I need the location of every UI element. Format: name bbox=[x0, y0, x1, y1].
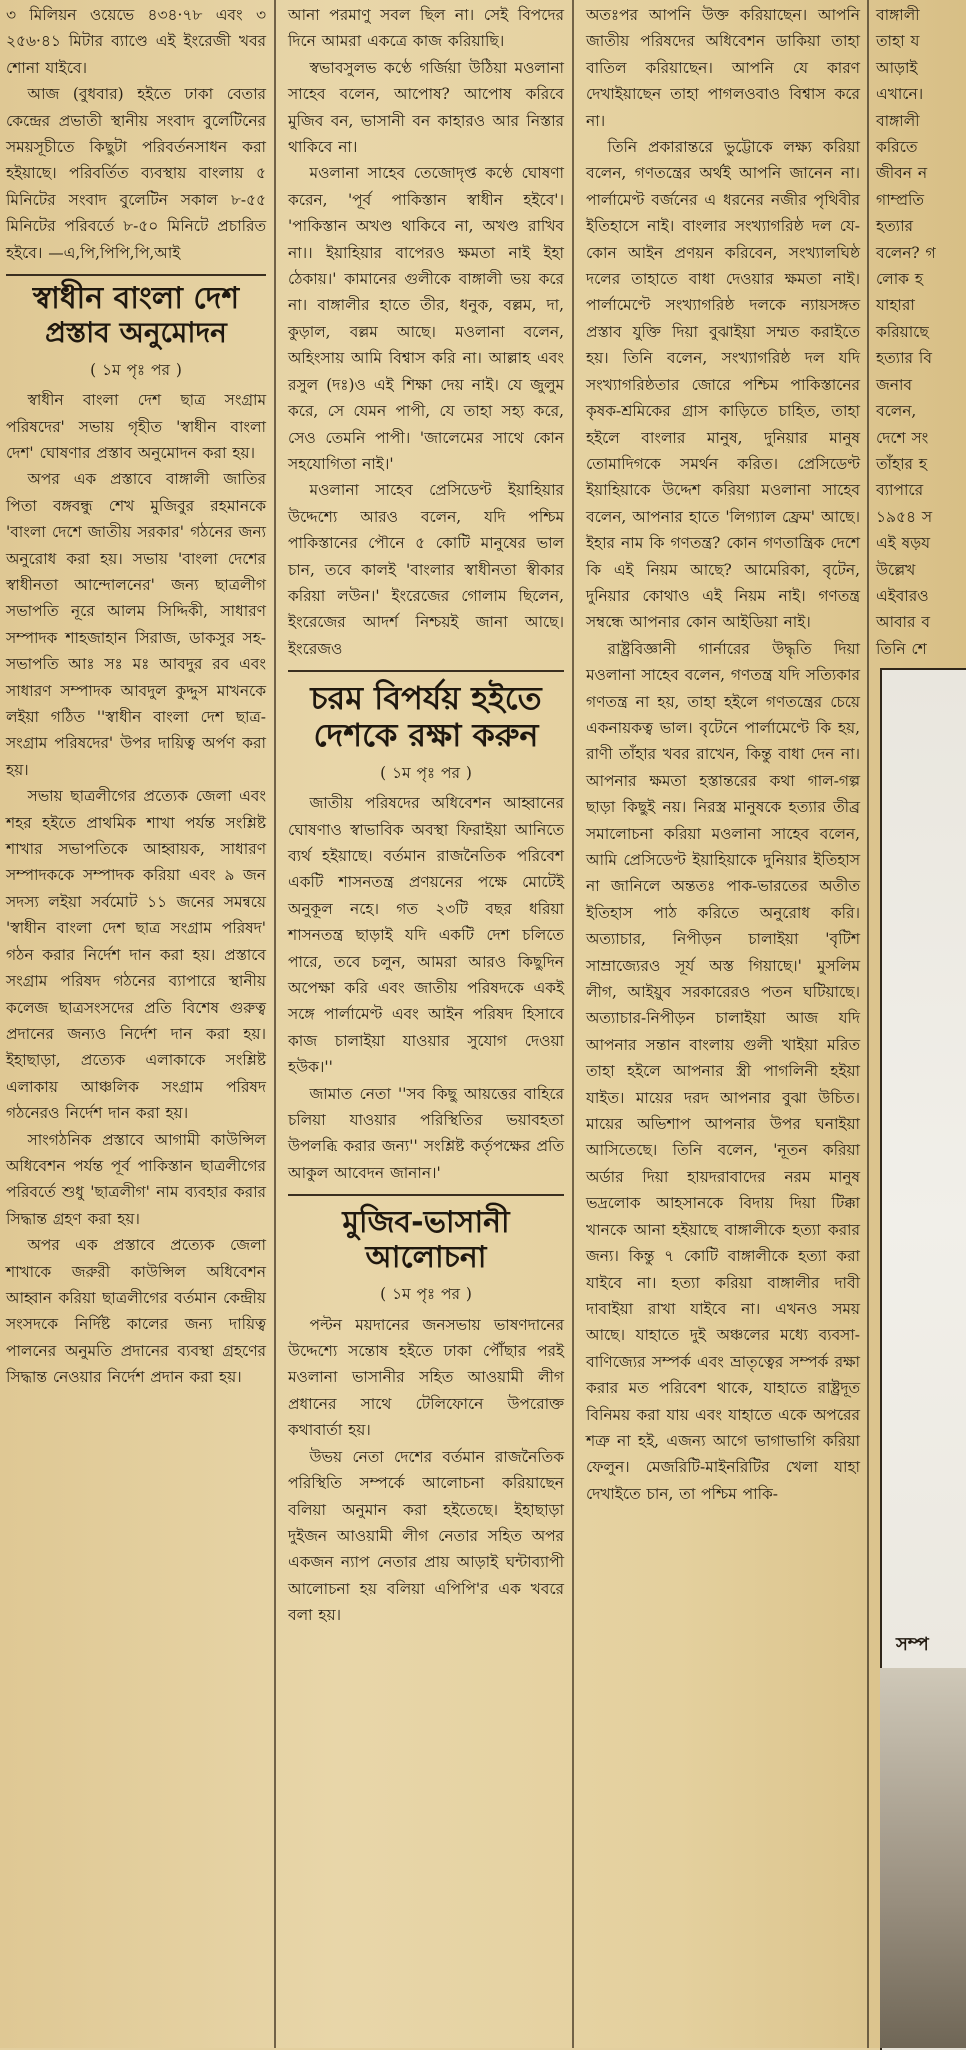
cropped-line-stack bbox=[876, 2, 966, 662]
cropped-line: তাঁহার হ bbox=[876, 454, 928, 473]
cropped-line: হত্যার bbox=[876, 217, 914, 236]
cropped-line: বাঙ্গালী bbox=[876, 111, 920, 130]
cropped-line: এই ষড়য bbox=[876, 534, 930, 553]
cropped-line: বলেন? গ bbox=[876, 243, 936, 262]
column-2 bbox=[280, 0, 570, 2048]
cropped-line: বাঙ্গালী bbox=[876, 6, 920, 24]
cropped-line: ১৯৫৪ স bbox=[876, 507, 933, 526]
cropped-line: করিয়াছে bbox=[876, 322, 929, 341]
article-paragraph: মওলানা সাহেব তেজোদৃপ্ত কণ্ঠে ঘোষণা করেন, 'পূর্ব পাকিস্তান স্বাধীন হইবে'। 'পাকিস্তান অখণ্ড থাকিবে না, অখণ্ড রাখিব না।। ইয়াহিয়ার বাপেরও ক্ষমতা নাই ইহা ঠেকায়।' কামানের গুলীকে বাঙ্গালী ভয় করে না। বাঙ্গালীর হাতে তীর, ধনুক, বল্লম, দা, কুড়াল, বল্লম আছে। মওলানা বলেন, অহিংসায় আমি বিশ্বাস করি না। আল্লাহ এবং রসুল (দঃ)ও এই শিক্ষা দেয় নাই। যে জুলুম করে, সে যেমন পাপী, যে তাহা সহ্য করে, সেও তেমনি পাপী। 'জালেমের সাথে কোন সহযোগিতা নাই।' bbox=[288, 164, 564, 473]
article-paragraph: জাতীয় পরিষদের অধিবেশন আহ্বানের ঘোষণাও স্বাভাবিক অবস্থা ফিরাইয়া আনিতে ব্যর্থ হইয়াছে। বর্তমান রাজনৈতিক পরিবেশ একটি শাসনতন্ত্র প্রণয়নের পক্ষে মোটেই অনুকূল নহে। গত ২৩টি বছর ধরিয়া শাসনতন্ত্র ছাড়াই যদি একটি দেশ চলিতে পারে, তবে চলুন, আমরা আরও কিছুদিন অপেক্ষা করি এবং জাতীয় পরিষদকে একই সঙ্গে পার্লামেণ্ট এবং আইন পরিষদ হিসাবে কাজ চালাইয়া যাওয়ার সুযোগ দেওয়া হউক।'' bbox=[288, 794, 564, 1077]
continuation-note: ( ১ম পৃঃ পর ) bbox=[380, 1285, 472, 1304]
article-paragraph: সভায় ছাত্রলীগের প্রত্যেক জেলা এবং শহর হইতে প্রাথমিক শাখা পর্যন্ত সংশ্লিষ্ট শাখার সভাপতিকে আহ্বায়ক, সাধারণ সম্পাদককে সম্পাদক করিয়া এবং ৯ জন সদস্য লইয়া সর্বমোট ১১ জনের সমন্বয়ে 'স্বাধীন বাংলা দেশ ছাত্র সংগ্রাম পরিষদ' গঠন করার নির্দেশ দান করা হয়। প্রস্তাবে সংগ্রাম পরিষদ গঠনের ব্যাপারে স্থানীয় কলেজ ছাত্রসংসদের প্রতি বিশেষ গুরুত্ব প্রদানের জন্যও নির্দেশ দান করা হয়। ইহাছাড়া, প্রত্যেক এলাকাকে সংশ্লিষ্ট এলাকায় আঞ্চলিক সংগ্রাম পরিষদ গঠনেরও নির্দেশ দান করা হয়। bbox=[6, 787, 266, 1123]
headline-proposal-approval: প্রস্তাব অনুমোদন bbox=[45, 315, 227, 349]
article-paragraph: অপর এক প্রস্তাবে প্রত্যেক জেলা শাখাকে জরুরী কাউন্সিল অধিবেশন আহ্বান করিয়া ছাত্রলীগের বর্তমান কেন্দ্রীয় সংসদকে নির্দিষ্ট কালের জন্য দায়িত্ব পালনের অনুমতি প্রদানের ব্যবস্থা গ্রহণের সিদ্ধান্ত নেওয়ার নির্দেশ প্রদান করা হয়। bbox=[6, 1236, 266, 1387]
article-paragraph: আনা পরমাণু সবল ছিল না। সেই বিপদের দিনে আমরা একত্রে কাজ করিয়াছি। bbox=[288, 6, 564, 51]
continuation-note: ( ১ম পৃঃ পর ) bbox=[90, 360, 182, 379]
cropped-line: করিতে bbox=[876, 138, 918, 157]
cropped-line: তিনি শে bbox=[876, 639, 927, 658]
cropped-line: জীবন ন bbox=[876, 164, 928, 183]
cropped-line: জনাব bbox=[876, 375, 912, 394]
article-paragraph: রাষ্ট্রবিজ্ঞানী গার্নারের উদ্ধৃতি দিয়া মওলানা সাহেব বলেন, গণতন্ত্র যদি সত্যিকার গণতন্ত্র না হয়, তাহা হইলে গণতন্ত্রের চেয়ে একনায়কত্ব ভাল। বৃটেনে পার্লামেণ্টে কি হয়, রাণী তাঁহার খবর রাখেন, কিন্তু বাধা দেন না। আপনার ক্ষমতা হস্তান্তরের কথা গাল-গল্প ছাড়া কিছুই নয়। নিরস্ত্র মানুষকে হত্যার তীব্র সমালোচনা করিয়া মওলানা সাহেব বলেন, আমি প্রেসিডেণ্ট ইয়াহিয়াকে দুনিয়ার ইতিহাস না জানিলে অন্ততঃ পাক-ভারতের অতীত ইতিহাস পাঠ করিতে অনুরোধ করি। অত্যাচার, নিপীড়ন চালাইয়া 'বৃটিশ সাম্রাজ্যেরও সূর্য অস্ত গিয়াছে।' মুসলিম লীগ, আইয়ুব সরকারেরও পতন ঘটিয়াছে। অত্যাচার-নিপীড়ন চালাইয়া আজ যদি আপনার সন্তান বাংলায় গুলী খাইয়া মরিত তাহা হইলে আপনার স্ত্রী পাগলিনী হইয়া যাইত। মায়ের দরদ আপনার বুঝা উচিত। মায়ের অভিশাপ আপনার উপর ঘনাইয়া আসিতেছে। তিনি বলেন, 'নূতন করিয়া অর্ডার দিয়া হায়দরাবাদের নরম মানুষ ভদ্রলোক আহসানকে বিদায় দিয়া টিক্কা খানকে আনা হইয়াছে বাঙ্গালীকে হত্যা করার জন্য। কিন্তু ৭ কোটি বাঙ্গালীকে হত্যা করা যাইবে না। হত্যা করিয়া বাঙ্গালীর দাবী দাবাইয়া রাখা যাইবে না। এখনও সময় আছে। যাহাতে দুই অঞ্চলের মধ্যে ব্যবসা-বাণিজ্যের সম্পর্ক এবং ভ্রাতৃত্বের সম্পর্ক রক্ষা করার মত পরিবেশ থাকে, যাহাতে রাষ্ট্রদূত বিনিময় করা যায় এবং যাহাতে একে অপরের শত্রু না হই, এজন্য আগে ভাগাভাগি করিয়া ফেলুন। মেজরিটি-মাইনরিটির খেলা যাহা দেখাইতে চান, তা পশ্চিম পাকি- bbox=[586, 639, 860, 1503]
headline-avert-disaster: চরম বিপর্যয় হইতে bbox=[310, 679, 542, 718]
article-paragraph: ৩ মিলিয়ন ওয়েভে ৪৩৪·৭৮ এবং ৩ ২৫৬·৪১ মিটার ব্যাণ্ডে এই ইংরেজী খবর শোনা যাইবে। bbox=[6, 6, 266, 77]
article-paragraph: স্বাধীন বাংলা দেশ ছাত্র সংগ্রাম পরিষদের' সভায় গৃহীত 'স্বাধীন বাংলা দেশ' ঘোষণার প্রস্তাব অনুমোদন করা হয়। bbox=[6, 391, 266, 462]
section-divider bbox=[288, 1194, 564, 1196]
cropped-line: উল্লেখ bbox=[876, 560, 916, 579]
column-1 bbox=[0, 0, 272, 2048]
column-rule bbox=[572, 0, 574, 2048]
cropped-line: এইবারও bbox=[876, 586, 929, 605]
article-paragraph: পল্টন ময়দানের জনসভায় ভাষণদানের উদ্দেশ্যে সন্তোষ হইতে ঢাকা পৌঁছার পরই মওলানা ভাসানীর সহিত আওয়ামী লীগ প্রধানের সাথে টেলিফোনে উপরোক্ত কথাবার্তা হয়। bbox=[288, 1315, 564, 1440]
cropped-line: আবার ব bbox=[876, 613, 930, 632]
headline-swadhin-bangla-desh: স্বাধীন বাংলা দেশ bbox=[32, 281, 240, 317]
article-paragraph: তিনি প্রকারান্তরে ভুট্টোকে লক্ষ্য করিয়া বলেন, গণতন্ত্রের অর্থই আপনি জানেন না। পার্লামেণ্ট বর্জনের এ ধরনের নজীর পৃথিবীর ইতিহাসে নাই। বাংলার সংখ্যাগরিষ্ঠ দল যে-কোন আইন প্রণয়ন করিবেন, সংখ্যালঘিষ্ঠ দলের তাহাতে বাধা দেওয়ার ক্ষমতা নাই। পার্লামেণ্টে সংখ্যাগরিষ্ঠ দলকে ন্যায়সঙ্গত প্রস্তাব যুক্তি দিয়া বুঝাইয়া সম্মত করাইতে হয়। তিনি বলেন, সংখ্যাগরিষ্ঠ দল যদি সংখ্যাগরিষ্ঠতার জোরে পশ্চিম পাকিস্তানের কৃষক-শ্রমিকের গ্রাস কাড়িতে চাহিত, তাহা হইলে বাংলার মানুষ, দুনিয়ার মানুষ তোমাদিগকে সমর্থন করিত। প্রেসিডেণ্ট ইয়াহিয়াকে উদ্দেশ করিয়া মওলানা সাহেব বলেন, আপনার হাতে 'লিগ্যাল ফ্রেম' আছে। ইহার নাম কি গণতন্ত্র? কোন গণতান্ত্রিক দেশে কি এই নিয়ম আছে? আমেরিকা, বৃটেন, দুনিয়ার কোথাও এই নিয়ম নাই। গণতন্ত্র সম্বন্ধে আপনার কোন আইডিয়া নাই। bbox=[586, 138, 860, 632]
cropped-line: যাহারা bbox=[876, 296, 915, 315]
headline-mujib-bhasani-talks: মুজিব-ভাসানী আলোচনা bbox=[342, 1205, 510, 1275]
article-paragraph: অপর এক প্রস্তাবে বাঙ্গালী জাতির পিতা বঙ্গবন্ধু শেখ মুজিবুর রহমানকে 'বাংলা দেশে জাতীয় সরকার' গঠনের জন্য অনুরোধ করা হয়। সভায় 'বাংলা দেশের স্বাধীনতা আন্দোলনের' জন্য ছাত্রলীগ সভাপতি নূরে আলম সিদ্দিকী, সাধারণ সম্পাদক শাহজাহান সিরাজ, ডাকসুর সহ-সভাপতি আঃ সঃ মঃ আবদুর রব এবং সাধারণ সম্পাদক আবদুল কুদ্দুস মাখনকে লইয়া গঠিত ''স্বাধীন বাংলা দেশ ছাত্র-সংগ্রাম পরিষদের' উপর দায়িত্ব অর্পণ করা হয়। bbox=[6, 470, 266, 779]
article-paragraph: অতঃপর আপনি উক্ত করিয়াছেন। আপনি জাতীয় পরিষদের অধিবেশন ডাকিয়া তাহা বাতিল করিয়াছেন। আপনি যে কারণ দেখাইয়াছেন তাহা পাগলওবাও বিশ্বাস করে না। bbox=[586, 6, 860, 130]
article-paragraph: মওলানা সাহেব প্রেসিডেণ্ট ইয়াহিয়ার উদ্দেশ্যে আরও বলেন, যদি পশ্চিম পাকিস্তানের পৌনে ৫ কোটি মানুষের ভাল চান, তবে কালই 'বাংলার স্বাধীনতা স্বীকার করিয়া লউন।' ইংরেজের গোলাম ছিলেন, ইংরেজের আদর্শ নিশ্চয়ই জানা আছে। ইংরেজও bbox=[288, 481, 564, 658]
cropped-line: বলেন, bbox=[876, 402, 917, 421]
article-paragraph: জামাত নেতা ''সব কিছু আয়ত্তের বাহিরে চলিয়া যাওয়ার পরিস্থিতির ভয়াবহতা উপলব্ধি করার জন্য'' সংশ্লিষ্ট কর্তৃপক্ষের প্রতি আকুল আবেদন জানান।' bbox=[288, 1084, 564, 1182]
column-rule bbox=[867, 0, 869, 2048]
article-paragraph: সাংগঠনিক প্রস্তাবে আগামী কাউন্সিল অধিবেশন পর্যন্ত পূর্ব পাকিস্তান ছাত্রলীগের পরিবর্তে শুধু 'ছাত্রলীগ' নাম ব্যবহার করার সিদ্ধান্ত গ্রহণ করা হয়। bbox=[6, 1130, 266, 1228]
article-paragraph: উভয় নেতা দেশের বর্তমান রাজনৈতিক পরিস্থিতি সম্পর্কে আলোচনা করিয়াছেন বলিয়া অনুমান করা হইতেছে। ইহাছাড়া দুইজন আওয়ামী লীগ নেতার সহিত অপর একজন ন্যাপ নেতার প্রায় আড়াই ঘন্টাব্যাপী আলোচনা হয় বলিয়া এপিপি'র এক খবরে বলা হয়। bbox=[288, 1447, 564, 1625]
article-paragraph: স্বভাবসুলভ কণ্ঠে গর্জিয়া উঠিয়া মওলানা সাহেব বলেন, আপোষ? আপোষ করিবে মুজিব বন, ভাসানী বন কাহারও আর নিস্তার থাকিবে না। bbox=[288, 58, 564, 157]
cropped-line: আড়াই bbox=[876, 58, 918, 77]
cropped-line: গাম্প্রতি bbox=[876, 190, 924, 209]
cropped-line: লোক হ bbox=[876, 270, 923, 289]
column-rule bbox=[274, 0, 276, 2048]
continuation-note: ( ১ম পৃঃ পর ) bbox=[380, 763, 472, 782]
article-paragraph: আজ (বুধবার) হইতে ঢাকা বেতার কেন্দ্রের প্রভাতী স্থানীয় সংবাদ বুলেটিনের সময়সূচীতে কিছুটা পরিবর্তনসাধন করা হইয়াছে। পরিবর্তিত ব্যবস্থায় বাংলায় ৫ মিনিটের সংবাদ বুলেটিন সকাল ৮-৫৫ মিনিটের পরিবর্তে ৮-৫০ মিনিটে প্রচারিত হইবে। —এ,পি,পিপি,পি,আই bbox=[6, 85, 266, 262]
column-3 bbox=[578, 0, 866, 2048]
headline-save-country: দেশকে রক্ষা করুন bbox=[313, 715, 539, 754]
cropped-line: দেশে সং bbox=[876, 428, 929, 447]
cropped-line: এখানে। bbox=[876, 85, 924, 104]
cropped-line: তাহা য bbox=[876, 32, 920, 51]
section-divider bbox=[288, 670, 564, 672]
news-photo-shadow bbox=[880, 1668, 966, 2048]
cropped-line: হত্যার বি bbox=[876, 349, 932, 368]
cropped-line: ব্যাপারে bbox=[876, 481, 924, 500]
photo-caption: সম্প bbox=[896, 1634, 929, 1655]
